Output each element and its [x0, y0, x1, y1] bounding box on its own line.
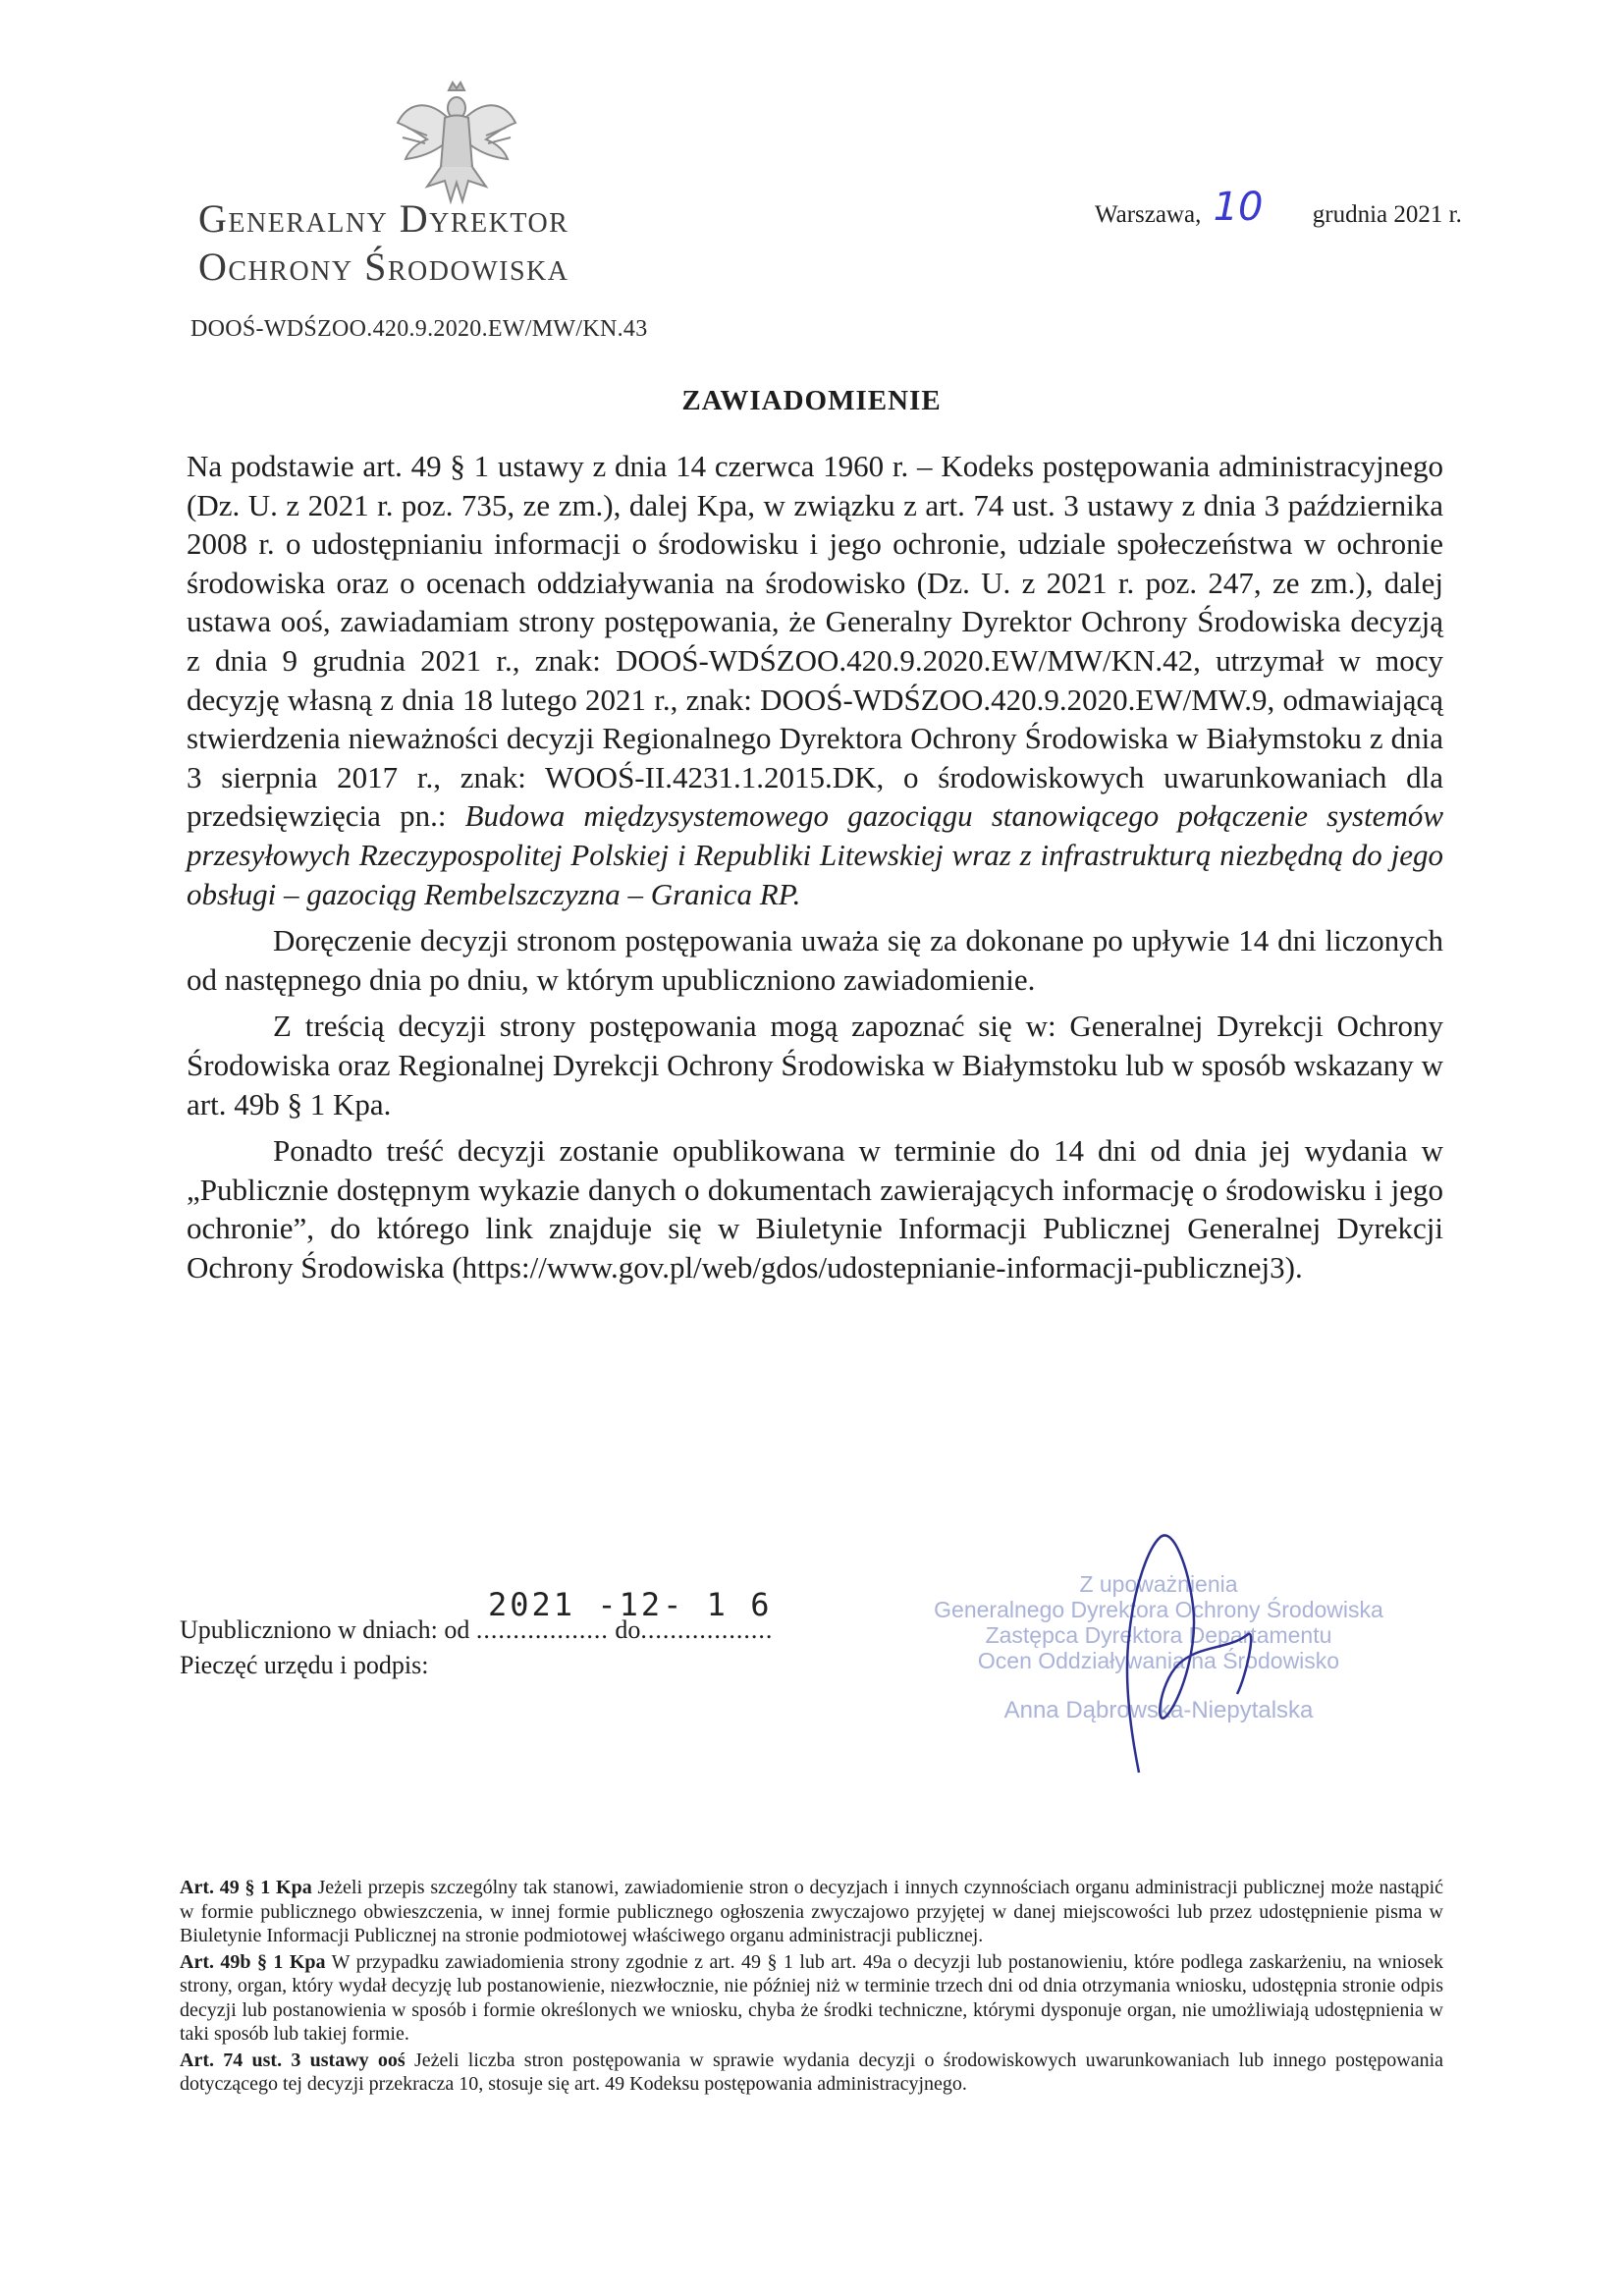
publication-date-stamp: 2021 -12- 1 6: [488, 1586, 773, 1623]
published-to-label: do: [615, 1615, 641, 1644]
issuing-authority: [198, 194, 568, 291]
stamp-name: Anna Dąbrowska-Niepytalska: [1003, 1697, 1314, 1723]
footnote-text: Jeżeli przepis szczególny tak stanowi, zawiadomienie stron o decyzjach i innych czynnościach organu administracji publicznej może nastąpić w formie publicznego obwieszczenia, w innej formie publicznego ogłoszenia zwyczajowo przyjętej w danej miejscowości lub przez udostępnienie pisma w Biuletynie Informacji Publicznej na stronie podmiotowej właściwego organu administracji publicznej.: [180, 1877, 1444, 1946]
stamp-line-2: Generalnego Dyrektora Ochrony Środowiska: [934, 1597, 1383, 1622]
paragraph-legal-basis: [187, 447, 1443, 913]
paragraph-delivery: Doręczenie decyzji stronom postępowania uważa się za dokonane po upływie 14 dni liczonych od następnego dnia po dniu, w którym upubliczniono zawiadomienie.: [187, 923, 1443, 997]
place: Warszawa,: [1095, 201, 1202, 228]
published-to-dots: ..................: [640, 1615, 774, 1644]
publication-dates-line: [180, 1615, 773, 1645]
footnote-ref: Art. 49 § 1 Kpa: [180, 1877, 312, 1898]
stamp-line-4: Ocen Oddziaływania na Środowisko: [977, 1648, 1340, 1673]
document-title: ZAWIADOMIENIE: [681, 385, 942, 416]
footnote-art-49: [180, 1876, 1443, 1948]
footnotes: [180, 1876, 1443, 2099]
footnote-ref: Art. 74 ust. 3 ustawy ooś: [180, 2049, 406, 2071]
footnote-text: W przypadku zawiadomienia strony zgodnie z art. 49 § 1 lub art. 49a o decyzji lub postanowieniu, które podlega zaskarżeniu, na wniosek strony, organ, który wydał decyzję lub postanowienie, niezwłocznie, nie później niż w terminie trzech dni od dnia otrzymania wniosku, udostępnia stronie odpis decyzji lub postanowienia w sposób i formie określonych we wniosku, chyba że środki techniczne, którymi dysponuje organ, nie umożliwiają udostępnienia w taki sposób lub takiej formie.: [180, 1950, 1444, 2045]
seal-label: Pieczęć urzędu i podpis:: [180, 1651, 429, 1679]
paragraph-publication: Ponadto treść decyzji zostanie opublikowana w terminie do 14 dni od dnia jej wydania w „Publicznie dostępnym wykazie danych o dokumentach zawierających informację o środowisku i jego ochronie”, do którego link znajduje się w Biuletynie Informacji Publicznej Generalnej Dyrekcji Ochrony Środowiska (https://www.gov.pl/web/gdos/udostepnianie-informacji-publicznej3).: [187, 1133, 1443, 1285]
stamp-line-1: Z upoważnienia: [1079, 1571, 1238, 1597]
handwritten-day: 10: [1213, 185, 1264, 230]
project-name: Budowa międzysystemowego gazociągu stanowiącego połączenie systemów przesyłowych Rzeczypospolitej Polskiej i Republiki Litewskiej wraz z infrastrukturą niezbędną do jego obsługi – gazociąg Rembelszczyzna – Granica RP.: [187, 798, 1444, 911]
paragraph-legal-basis-text: Na podstawie art. 49 § 1 ustawy z dnia 14 czerwca 1960 r. – Kodeks postępowania administracyjnego (Dz. U. z 2021 r. poz. 735, ze zm.), dalej Kpa, w związku z art. 74 ust. 3 ustawy z dnia 3 października 2008 r. o udostępnianiu informacji o środowisku i jego ochronie, udziale społeczeństwa w ochronie środowiska oraz o ocenach oddziaływania na środowisko (Dz. U. z 2021 r. poz. 247, ze zm.), dalej ustawa ooś, zawiadamiam strony postępowania, że Generalny Dyrektor Ochrony Środowiska decyzją z dnia 9 grudnia 2021 r., znak: DOOŚ-WDŚZOO.420.9.2020.EW/MW/KN.42, utrzymał w mocy decyzję własną z dnia 18 lutego 2021 r., znak: DOOŚ-WDŚZOO.420.9.2020.EW/MW.9, odmawiającą stwierdzenia nieważności decyzji Regionalnego Dyrektora Ochrony Środowiska w Białymstoku z dnia 3 sierpnia 2017 r., znak: WOOŚ-II.4231.1.2015.DK, o środowiskowych uwarunkowaniach dla przedsięwzięcia pn.:: [187, 449, 1443, 834]
published-from-label: Upubliczniono w dniach: od: [180, 1615, 470, 1644]
handwritten-signature: [1100, 1527, 1267, 1782]
paragraph-access: Z treścią decyzji strony postępowania mogą zapoznać się w: Generalnej Dyrekcji Ochrony Środowiska oraz Regionalnej Dyrekcji Ochrony Środowiska w Białymstoku lub w sposób wskazany w art. 49b § 1 Kpa.: [187, 1009, 1443, 1121]
footnote-art-49b: [180, 1950, 1443, 2047]
footnote-ref: Art. 49b § 1 Kpa: [180, 1950, 326, 1973]
authority-line-1: Generalny Dyrektor: [198, 196, 569, 241]
authority-line-2: Ochrony Środowiska: [198, 245, 569, 289]
reference-number: DOOŚ-WDŚZOO.420.9.2020.EW/MW/KN.43: [190, 316, 648, 342]
stamp-line-3: Zastępca Dyrektora Departamentu: [985, 1622, 1332, 1648]
place-and-date: [1095, 187, 1462, 232]
footnote-text: Jeżeli liczba stron postępowania w sprawie wydania decyzji o środowiskowych uwarunkowaniach lub innego postępowania dotyczącego tej decyzji przekracza 10, stosuje się art. 49 Kodeksu postępowania administracyjnego.: [180, 2049, 1444, 2095]
notice-body: [187, 447, 1443, 1286]
published-from-dots: ..................: [475, 1615, 609, 1644]
footnote-art-74: [180, 2049, 1443, 2097]
month-year: grudnia 2021 r.: [1312, 201, 1462, 228]
